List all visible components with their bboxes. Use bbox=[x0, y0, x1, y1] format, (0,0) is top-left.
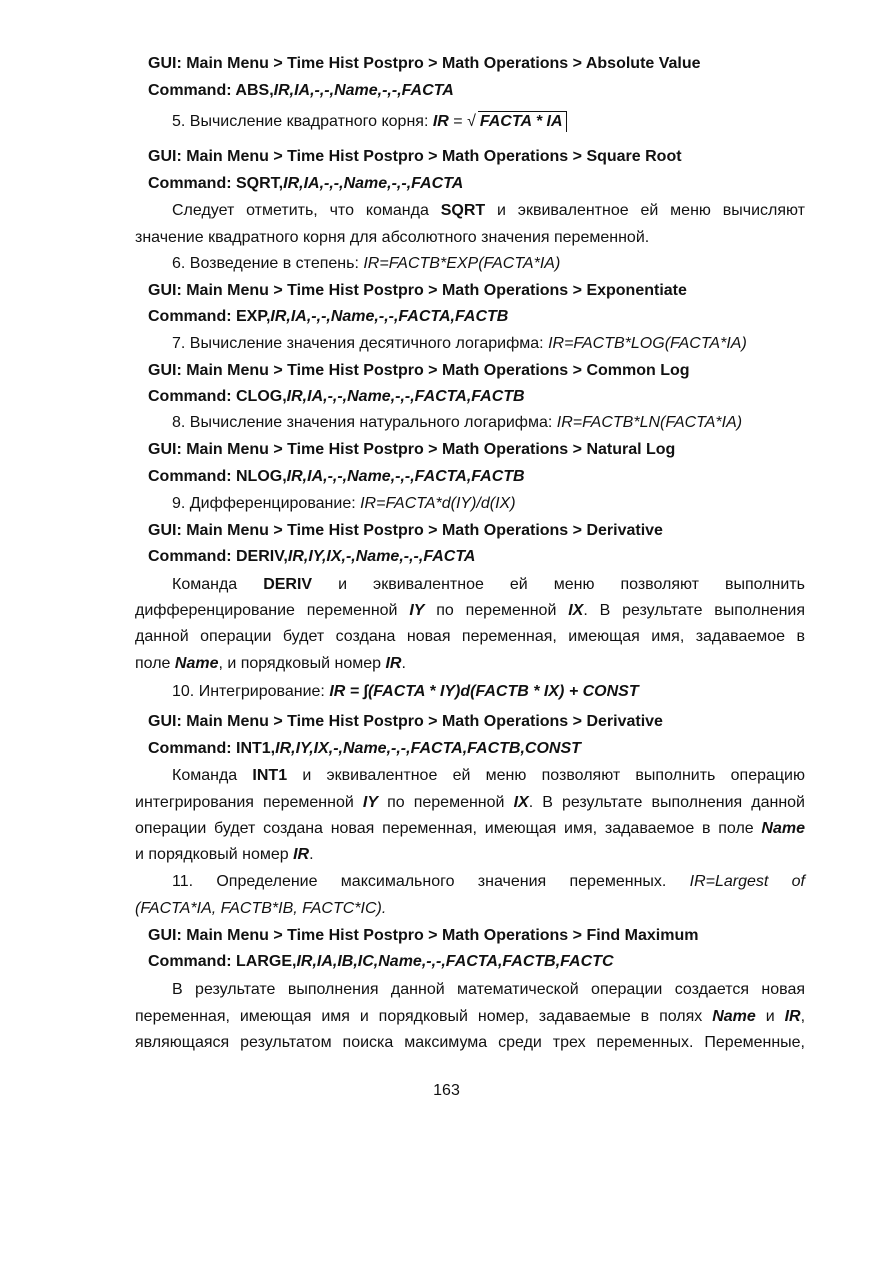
paragraph-line: дифференцирование переменной IY по переменной IX. В результате выполнения bbox=[135, 602, 806, 619]
page-number: 163 bbox=[433, 1082, 460, 1099]
gui-path-exponentiate: GUI: Main Menu > Time Hist Postpro > Math Operations > Exponentiate bbox=[148, 282, 687, 299]
command-exp: Command: EXP,IR,IA,-,-,Name,-,-,FACTA,FACTB bbox=[148, 308, 509, 325]
paragraph-line: Команда INT1 и эквивалентное ей меню позволяют выполнить операцию bbox=[172, 767, 805, 784]
command-deriv: Command: DERIV,IR,IY,IX,-,Name,-,-,FACTA bbox=[148, 548, 476, 565]
gui-path-find-maximum: GUI: Main Menu > Time Hist Postpro > Math Operations > Find Maximum bbox=[148, 927, 699, 944]
gui-path-derivative: GUI: Main Menu > Time Hist Postpro > Math Operations > Derivative bbox=[148, 522, 663, 539]
gui-path-common-log: GUI: Main Menu > Time Hist Postpro > Math Operations > Common Log bbox=[148, 362, 690, 379]
paragraph-line: Следует отметить, что команда SQRT и эквивалентное ей меню вычисляют bbox=[172, 202, 805, 219]
command-large: Command: LARGE,IR,IA,IB,IC,Name,-,-,FACTA,FACTB,FACTC bbox=[148, 953, 614, 970]
command-sqrt: Command: SQRT,IR,IA,-,-,Name,-,-,FACTA bbox=[148, 175, 464, 192]
paragraph-line: значение квадратного корня для абсолютного значения переменной. bbox=[135, 229, 650, 246]
gui-path-square-root: GUI: Main Menu > Time Hist Postpro > Math Operations > Square Root bbox=[148, 148, 682, 165]
gui-path-derivative-2: GUI: Main Menu > Time Hist Postpro > Math Operations > Derivative bbox=[148, 713, 663, 730]
command-int1: Command: INT1,IR,IY,IX,-,Name,-,-,FACTA,FACTB,CONST bbox=[148, 740, 581, 757]
paragraph-line: операции будет создана новая переменная, имеющая имя, задаваемое в поле Name bbox=[135, 820, 805, 837]
paragraph-line: В результате выполнения данной математической операции создается новая bbox=[172, 981, 805, 998]
paragraph-line: и порядковый номер IR. bbox=[135, 846, 314, 863]
item-7-common-log: 7. Вычисление значения десятичного логарифма: IR=FACTB*LOG(FACTA*IA) bbox=[172, 335, 747, 352]
paragraph-line: поле Name, и порядковый номер IR. bbox=[135, 655, 406, 672]
gui-path-absolute-value: GUI: Main Menu > Time Hist Postpro > Math Operations > Absolute Value bbox=[148, 55, 701, 72]
paragraph-line: данной операции будет создана новая переменная, имеющая имя, задаваемое в bbox=[135, 628, 805, 645]
item-6-exponent: 6. Возведение в степень: IR=FACTB*EXP(FACTA*IA) bbox=[172, 255, 561, 272]
command-abs: Command: ABS,IR,IA,-,-,Name,-,-,FACTA bbox=[148, 82, 454, 99]
command-nlog: Command: NLOG,IR,IA,-,-,Name,-,-,FACTA,FACTB bbox=[148, 468, 525, 485]
item-10-integration: 10. Интегрирование: IR = ∫(FACTA * IY)d(FACTB * IX) + CONST bbox=[172, 683, 639, 700]
item-8-natural-log: 8. Вычисление значения натурального логарифма: IR=FACTB*LN(FACTA*IA) bbox=[172, 414, 743, 431]
paragraph-line: интегрирования переменной IY по переменной IX. В результате выполнения данной bbox=[135, 794, 805, 811]
command-clog: Command: CLOG,IR,IA,-,-,Name,-,-,FACTA,FACTB bbox=[148, 388, 525, 405]
item-5-square-root: 5. Вычисление квадратного корня: IR = √ FACTA * IA bbox=[172, 111, 567, 132]
gui-path-natural-log: GUI: Main Menu > Time Hist Postpro > Math Operations > Natural Log bbox=[148, 441, 676, 458]
paragraph-line: переменная, имеющая имя и порядковый номер, задаваемые в полях Name и IR, bbox=[135, 1008, 806, 1025]
item-11-maximum: 11. Определение максимального значения переменных. IR=Largest of bbox=[172, 873, 806, 890]
item-9-derivative: 9. Дифференцирование: IR=FACTA*d(IY)/d(IX) bbox=[172, 495, 516, 512]
paragraph-line: Команда DERIV и эквивалентное ей меню позволяют выполнить bbox=[172, 576, 805, 593]
paragraph-line: (FACTA*IA, FACTB*IB, FACTC*IC). bbox=[135, 900, 387, 917]
paragraph-line: являющаяся результатом поиска максимума среди трех переменных. Переменные, bbox=[135, 1034, 805, 1051]
